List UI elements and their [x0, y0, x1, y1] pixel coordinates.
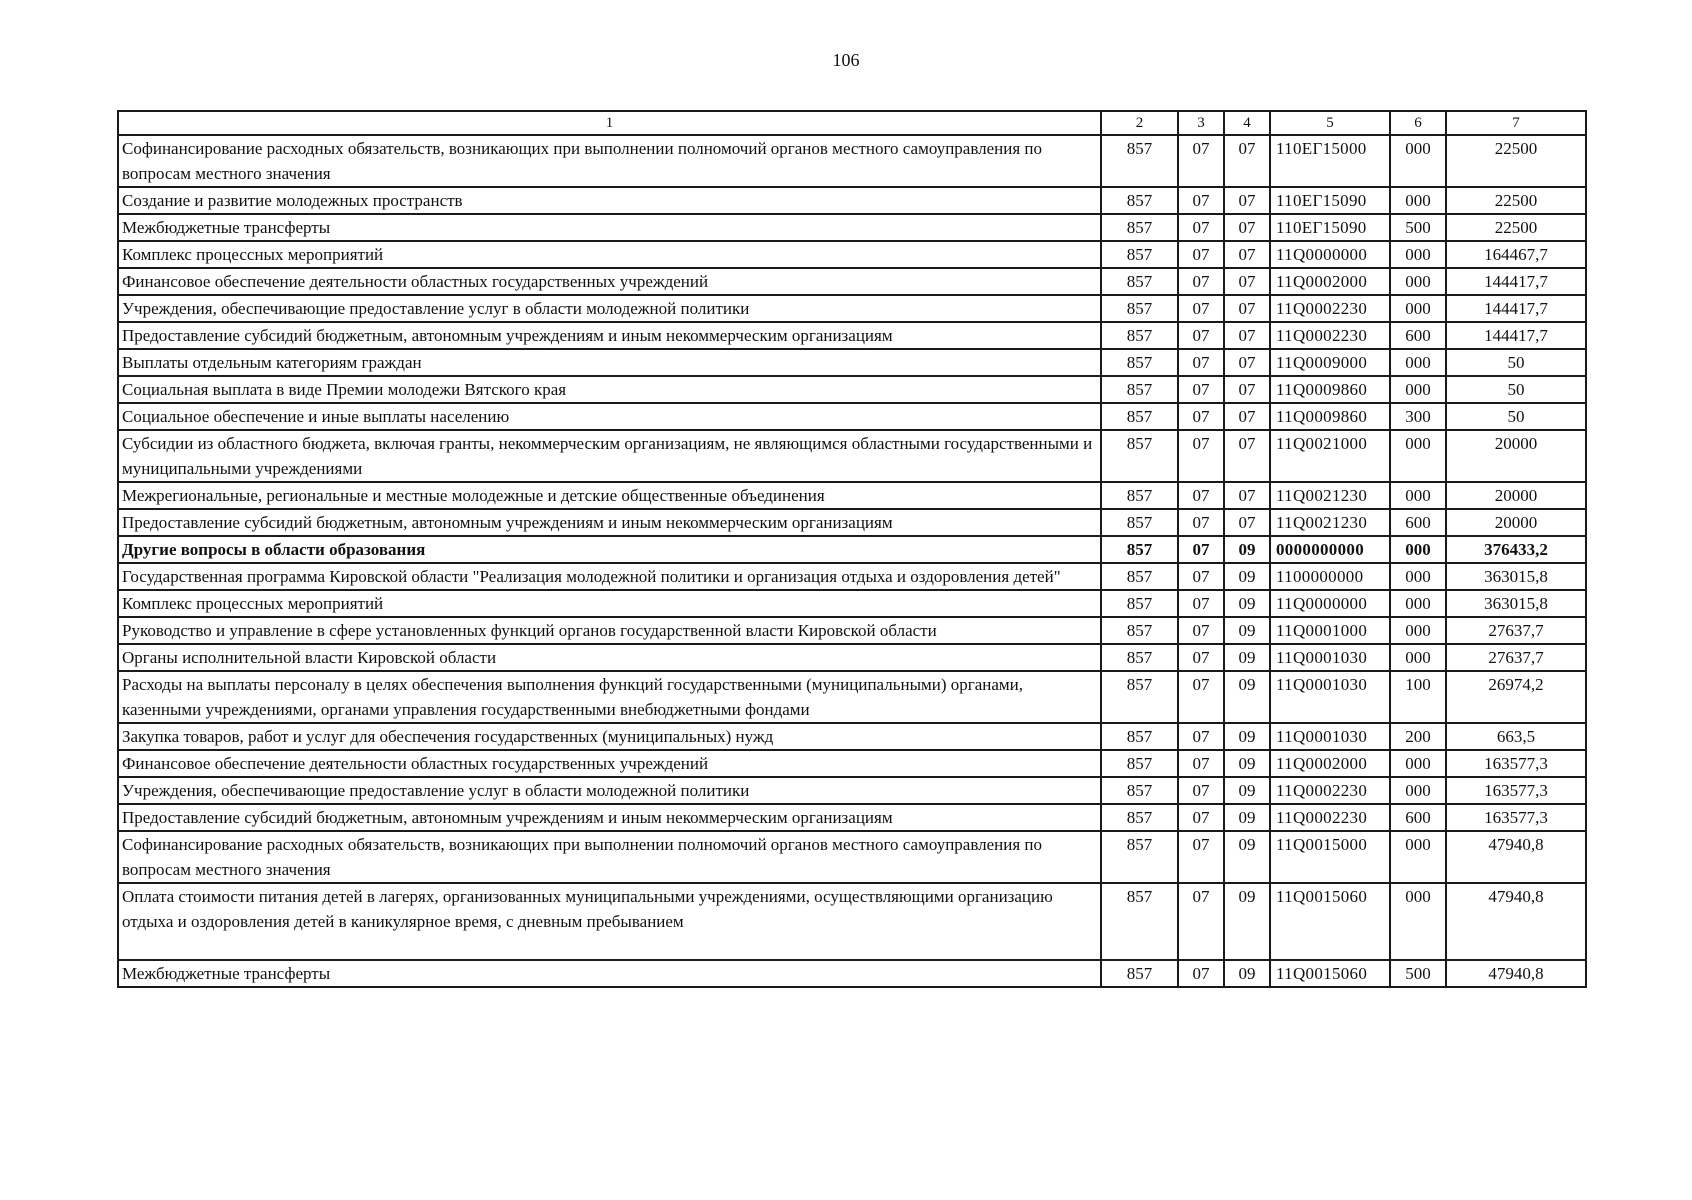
row-amount: 663,5: [1446, 723, 1586, 750]
row-section-code: 07: [1178, 777, 1224, 804]
row-section-code: 07: [1178, 883, 1224, 960]
row-expense-type-code: 000: [1390, 536, 1446, 563]
row-target-code: 11Q0001030: [1270, 644, 1390, 671]
row-section-code: 07: [1178, 482, 1224, 509]
header-col-3: 3: [1178, 111, 1224, 135]
row-section-code: 07: [1178, 135, 1224, 187]
row-target-code: 0000000000: [1270, 536, 1390, 563]
row-subsection-code: 09: [1224, 644, 1270, 671]
header-col-2: 2: [1101, 111, 1178, 135]
row-amount: 144417,7: [1446, 295, 1586, 322]
table-row: [118, 509, 1586, 536]
row-subsection-code: 09: [1224, 804, 1270, 831]
row-expense-type-code: 100: [1390, 671, 1446, 723]
row-target-code: 11Q0015060: [1270, 883, 1390, 960]
row-expense-type-code: 000: [1390, 777, 1446, 804]
row-target-code: 11Q0009860: [1270, 403, 1390, 430]
row-name: Государственная программа Кировской области "Реализация молодежной политики и организация отдыха и оздоровления детей": [118, 563, 1101, 590]
row-section-code: 07: [1178, 187, 1224, 214]
row-name: Комплекс процессных мероприятий: [118, 590, 1101, 617]
row-amount: 22500: [1446, 187, 1586, 214]
row-subsection-code: 09: [1224, 883, 1270, 960]
row-target-code: 11Q0015060: [1270, 960, 1390, 987]
row-name: Межбюджетные трансферты: [118, 960, 1101, 987]
row-subsection-code: 07: [1224, 376, 1270, 403]
row-ved-code: 857: [1101, 482, 1178, 509]
row-amount: 376433,2: [1446, 536, 1586, 563]
row-section-code: 07: [1178, 322, 1224, 349]
table-row: [118, 750, 1586, 777]
row-ved-code: 857: [1101, 536, 1178, 563]
row-subsection-code: 07: [1224, 268, 1270, 295]
table-row: [118, 214, 1586, 241]
table-row: [118, 883, 1586, 960]
header-col-4: 4: [1224, 111, 1270, 135]
row-section-code: 07: [1178, 617, 1224, 644]
row-target-code: 11Q0000000: [1270, 590, 1390, 617]
row-amount: 20000: [1446, 509, 1586, 536]
row-amount: 26974,2: [1446, 671, 1586, 723]
row-name: Закупка товаров, работ и услуг для обеспечения государственных (муниципальных) нужд: [118, 723, 1101, 750]
row-expense-type-code: 600: [1390, 804, 1446, 831]
row-expense-type-code: 000: [1390, 430, 1446, 482]
table-row: [118, 804, 1586, 831]
table-row: [118, 187, 1586, 214]
row-expense-type-code: 000: [1390, 268, 1446, 295]
row-subsection-code: 07: [1224, 403, 1270, 430]
row-name: Межрегиональные, региональные и местные молодежные и детские общественные объединения: [118, 482, 1101, 509]
row-section-code: 07: [1178, 241, 1224, 268]
row-section-code: 07: [1178, 403, 1224, 430]
row-ved-code: 857: [1101, 403, 1178, 430]
row-section-code: 07: [1178, 214, 1224, 241]
table-row: [118, 960, 1586, 987]
row-name: Расходы на выплаты персоналу в целях обеспечения выполнения функций государственными (муниципальными) органами, казенными учреждениями, органами управления государственными внебюджетными фондами: [118, 671, 1101, 723]
table-row: [118, 376, 1586, 403]
row-ved-code: 857: [1101, 960, 1178, 987]
row-subsection-code: 07: [1224, 241, 1270, 268]
row-name: Предоставление субсидий бюджетным, автономным учреждениям и иным некоммерческим организациям: [118, 509, 1101, 536]
row-target-code: 11Q0002230: [1270, 804, 1390, 831]
row-target-code: 11Q0009860: [1270, 376, 1390, 403]
row-target-code: 1100000000: [1270, 563, 1390, 590]
row-target-code: 11Q0021230: [1270, 509, 1390, 536]
row-amount: 47940,8: [1446, 883, 1586, 960]
row-section-code: 07: [1178, 295, 1224, 322]
row-section-code: 07: [1178, 644, 1224, 671]
row-expense-type-code: 000: [1390, 295, 1446, 322]
row-ved-code: 857: [1101, 831, 1178, 883]
table-row: [118, 723, 1586, 750]
row-name: Финансовое обеспечение деятельности областных государственных учреждений: [118, 750, 1101, 777]
row-name: Другие вопросы в области образования: [118, 536, 1101, 563]
row-subsection-code: 09: [1224, 960, 1270, 987]
row-subsection-code: 09: [1224, 536, 1270, 563]
row-ved-code: 857: [1101, 322, 1178, 349]
row-amount: 27637,7: [1446, 644, 1586, 671]
row-amount: 163577,3: [1446, 804, 1586, 831]
row-subsection-code: 09: [1224, 750, 1270, 777]
row-ved-code: 857: [1101, 750, 1178, 777]
row-expense-type-code: 000: [1390, 241, 1446, 268]
table-row: [118, 322, 1586, 349]
row-expense-type-code: 500: [1390, 960, 1446, 987]
row-subsection-code: 07: [1224, 430, 1270, 482]
row-name: Оплата стоимости питания детей в лагерях, организованных муниципальными учреждениями, осуществляющими организацию отдыха и оздоровления детей в каникулярное время, с дневным пребыванием: [118, 883, 1101, 960]
table-row: [118, 644, 1586, 671]
row-section-code: 07: [1178, 831, 1224, 883]
row-target-code: 110ЕГ15090: [1270, 187, 1390, 214]
row-amount: 20000: [1446, 430, 1586, 482]
row-subsection-code: 07: [1224, 509, 1270, 536]
table-row: [118, 563, 1586, 590]
table-row: [118, 430, 1586, 482]
row-ved-code: 857: [1101, 295, 1178, 322]
row-target-code: 11Q0002000: [1270, 750, 1390, 777]
row-amount: 22500: [1446, 135, 1586, 187]
table-row: [118, 617, 1586, 644]
row-ved-code: 857: [1101, 777, 1178, 804]
header-col-5: 5: [1270, 111, 1390, 135]
row-name: Субсидии из областного бюджета, включая гранты, некоммерческим организациям, не являющимся областными государственными и муниципальными учреждениями: [118, 430, 1101, 482]
row-subsection-code: 07: [1224, 187, 1270, 214]
row-ved-code: 857: [1101, 214, 1178, 241]
row-ved-code: 857: [1101, 135, 1178, 187]
header-row: [118, 111, 1586, 135]
row-name: Комплекс процессных мероприятий: [118, 241, 1101, 268]
row-expense-type-code: 000: [1390, 644, 1446, 671]
budget-table: [117, 110, 1587, 988]
row-ved-code: 857: [1101, 268, 1178, 295]
row-name: Межбюджетные трансферты: [118, 214, 1101, 241]
row-name: Учреждения, обеспечивающие предоставление услуг в области молодежной политики: [118, 777, 1101, 804]
row-expense-type-code: 600: [1390, 322, 1446, 349]
row-ved-code: 857: [1101, 617, 1178, 644]
table-row: [118, 536, 1586, 563]
row-section-code: 07: [1178, 723, 1224, 750]
row-target-code: 11Q0015000: [1270, 831, 1390, 883]
row-ved-code: 857: [1101, 349, 1178, 376]
row-ved-code: 857: [1101, 430, 1178, 482]
row-subsection-code: 09: [1224, 777, 1270, 804]
row-subsection-code: 09: [1224, 831, 1270, 883]
row-amount: 144417,7: [1446, 322, 1586, 349]
table-row: [118, 671, 1586, 723]
row-target-code: 11Q0002230: [1270, 295, 1390, 322]
row-expense-type-code: 000: [1390, 563, 1446, 590]
row-subsection-code: 09: [1224, 590, 1270, 617]
row-name: Учреждения, обеспечивающие предоставление услуг в области молодежной политики: [118, 295, 1101, 322]
row-amount: 163577,3: [1446, 777, 1586, 804]
row-ved-code: 857: [1101, 590, 1178, 617]
row-name: Социальная выплата в виде Премии молодежи Вятского края: [118, 376, 1101, 403]
row-name: Выплаты отдельным категориям граждан: [118, 349, 1101, 376]
row-amount: 20000: [1446, 482, 1586, 509]
row-amount: 363015,8: [1446, 563, 1586, 590]
row-amount: 163577,3: [1446, 750, 1586, 777]
row-section-code: 07: [1178, 430, 1224, 482]
row-section-code: 07: [1178, 536, 1224, 563]
row-expense-type-code: 000: [1390, 187, 1446, 214]
row-target-code: 11Q0002230: [1270, 322, 1390, 349]
row-expense-type-code: 000: [1390, 590, 1446, 617]
row-amount: 47940,8: [1446, 960, 1586, 987]
row-ved-code: 857: [1101, 563, 1178, 590]
table-body: [118, 135, 1586, 987]
row-target-code: 11Q0009000: [1270, 349, 1390, 376]
row-expense-type-code: 000: [1390, 883, 1446, 960]
row-expense-type-code: 300: [1390, 403, 1446, 430]
row-section-code: 07: [1178, 804, 1224, 831]
row-ved-code: 857: [1101, 509, 1178, 536]
row-target-code: 11Q0001030: [1270, 723, 1390, 750]
table-row: [118, 831, 1586, 883]
row-ved-code: 857: [1101, 376, 1178, 403]
row-ved-code: 857: [1101, 723, 1178, 750]
table-row: [118, 268, 1586, 295]
row-expense-type-code: 000: [1390, 617, 1446, 644]
row-section-code: 07: [1178, 960, 1224, 987]
row-ved-code: 857: [1101, 883, 1178, 960]
row-subsection-code: 07: [1224, 214, 1270, 241]
row-expense-type-code: 000: [1390, 349, 1446, 376]
row-subsection-code: 07: [1224, 482, 1270, 509]
row-section-code: 07: [1178, 349, 1224, 376]
row-target-code: 110ЕГ15090: [1270, 214, 1390, 241]
row-amount: 50: [1446, 349, 1586, 376]
row-amount: 50: [1446, 376, 1586, 403]
row-amount: 50: [1446, 403, 1586, 430]
row-target-code: 11Q0001000: [1270, 617, 1390, 644]
row-amount: 144417,7: [1446, 268, 1586, 295]
row-section-code: 07: [1178, 376, 1224, 403]
table-row: [118, 349, 1586, 376]
row-subsection-code: 07: [1224, 322, 1270, 349]
header-col-6: 6: [1390, 111, 1446, 135]
row-name: Предоставление субсидий бюджетным, автономным учреждениям и иным некоммерческим организациям: [118, 322, 1101, 349]
row-expense-type-code: 000: [1390, 135, 1446, 187]
row-amount: 27637,7: [1446, 617, 1586, 644]
table-row: [118, 295, 1586, 322]
row-name: Руководство и управление в сфере установленных функций органов государственной власти Кировской области: [118, 617, 1101, 644]
row-section-code: 07: [1178, 750, 1224, 777]
table-row: [118, 403, 1586, 430]
row-subsection-code: 09: [1224, 723, 1270, 750]
row-expense-type-code: 000: [1390, 750, 1446, 777]
row-amount: 164467,7: [1446, 241, 1586, 268]
row-section-code: 07: [1178, 671, 1224, 723]
row-target-code: 11Q0000000: [1270, 241, 1390, 268]
row-expense-type-code: 000: [1390, 831, 1446, 883]
row-ved-code: 857: [1101, 187, 1178, 214]
page-number: 106: [832, 50, 860, 70]
table-row: [118, 135, 1586, 187]
row-section-code: 07: [1178, 563, 1224, 590]
row-subsection-code: 09: [1224, 617, 1270, 644]
row-amount: 363015,8: [1446, 590, 1586, 617]
row-subsection-code: 07: [1224, 349, 1270, 376]
row-subsection-code: 09: [1224, 563, 1270, 590]
row-target-code: 11Q0001030: [1270, 671, 1390, 723]
row-name: Софинансирование расходных обязательств, возникающих при выполнении полномочий органов местного самоуправления по вопросам местного значения: [118, 135, 1101, 187]
row-subsection-code: 07: [1224, 135, 1270, 187]
row-subsection-code: 09: [1224, 671, 1270, 723]
row-expense-type-code: 000: [1390, 376, 1446, 403]
table-row: [118, 482, 1586, 509]
row-expense-type-code: 000: [1390, 482, 1446, 509]
row-name: Создание и развитие молодежных пространств: [118, 187, 1101, 214]
row-expense-type-code: 500: [1390, 214, 1446, 241]
header-col-1: 1: [118, 111, 1101, 135]
row-name: Органы исполнительной власти Кировской области: [118, 644, 1101, 671]
row-ved-code: 857: [1101, 671, 1178, 723]
row-target-code: 11Q0021230: [1270, 482, 1390, 509]
row-subsection-code: 07: [1224, 295, 1270, 322]
row-target-code: 11Q0002230: [1270, 777, 1390, 804]
row-target-code: 11Q0021000: [1270, 430, 1390, 482]
row-ved-code: 857: [1101, 804, 1178, 831]
row-target-code: 110ЕГ15000: [1270, 135, 1390, 187]
table-row: [118, 777, 1586, 804]
header-col-7: 7: [1446, 111, 1586, 135]
row-name: Софинансирование расходных обязательств, возникающих при выполнении полномочий органов местного самоуправления по вопросам местного значения: [118, 831, 1101, 883]
row-ved-code: 857: [1101, 644, 1178, 671]
row-name: Социальное обеспечение и иные выплаты населению: [118, 403, 1101, 430]
table-row: [118, 590, 1586, 617]
row-section-code: 07: [1178, 590, 1224, 617]
row-amount: 47940,8: [1446, 831, 1586, 883]
row-name: Предоставление субсидий бюджетным, автономным учреждениям и иным некоммерческим организациям: [118, 804, 1101, 831]
row-section-code: 07: [1178, 268, 1224, 295]
row-ved-code: 857: [1101, 241, 1178, 268]
row-target-code: 11Q0002000: [1270, 268, 1390, 295]
row-name: Финансовое обеспечение деятельности областных государственных учреждений: [118, 268, 1101, 295]
row-amount: 22500: [1446, 214, 1586, 241]
row-section-code: 07: [1178, 509, 1224, 536]
row-expense-type-code: 600: [1390, 509, 1446, 536]
row-expense-type-code: 200: [1390, 723, 1446, 750]
table-row: [118, 241, 1586, 268]
